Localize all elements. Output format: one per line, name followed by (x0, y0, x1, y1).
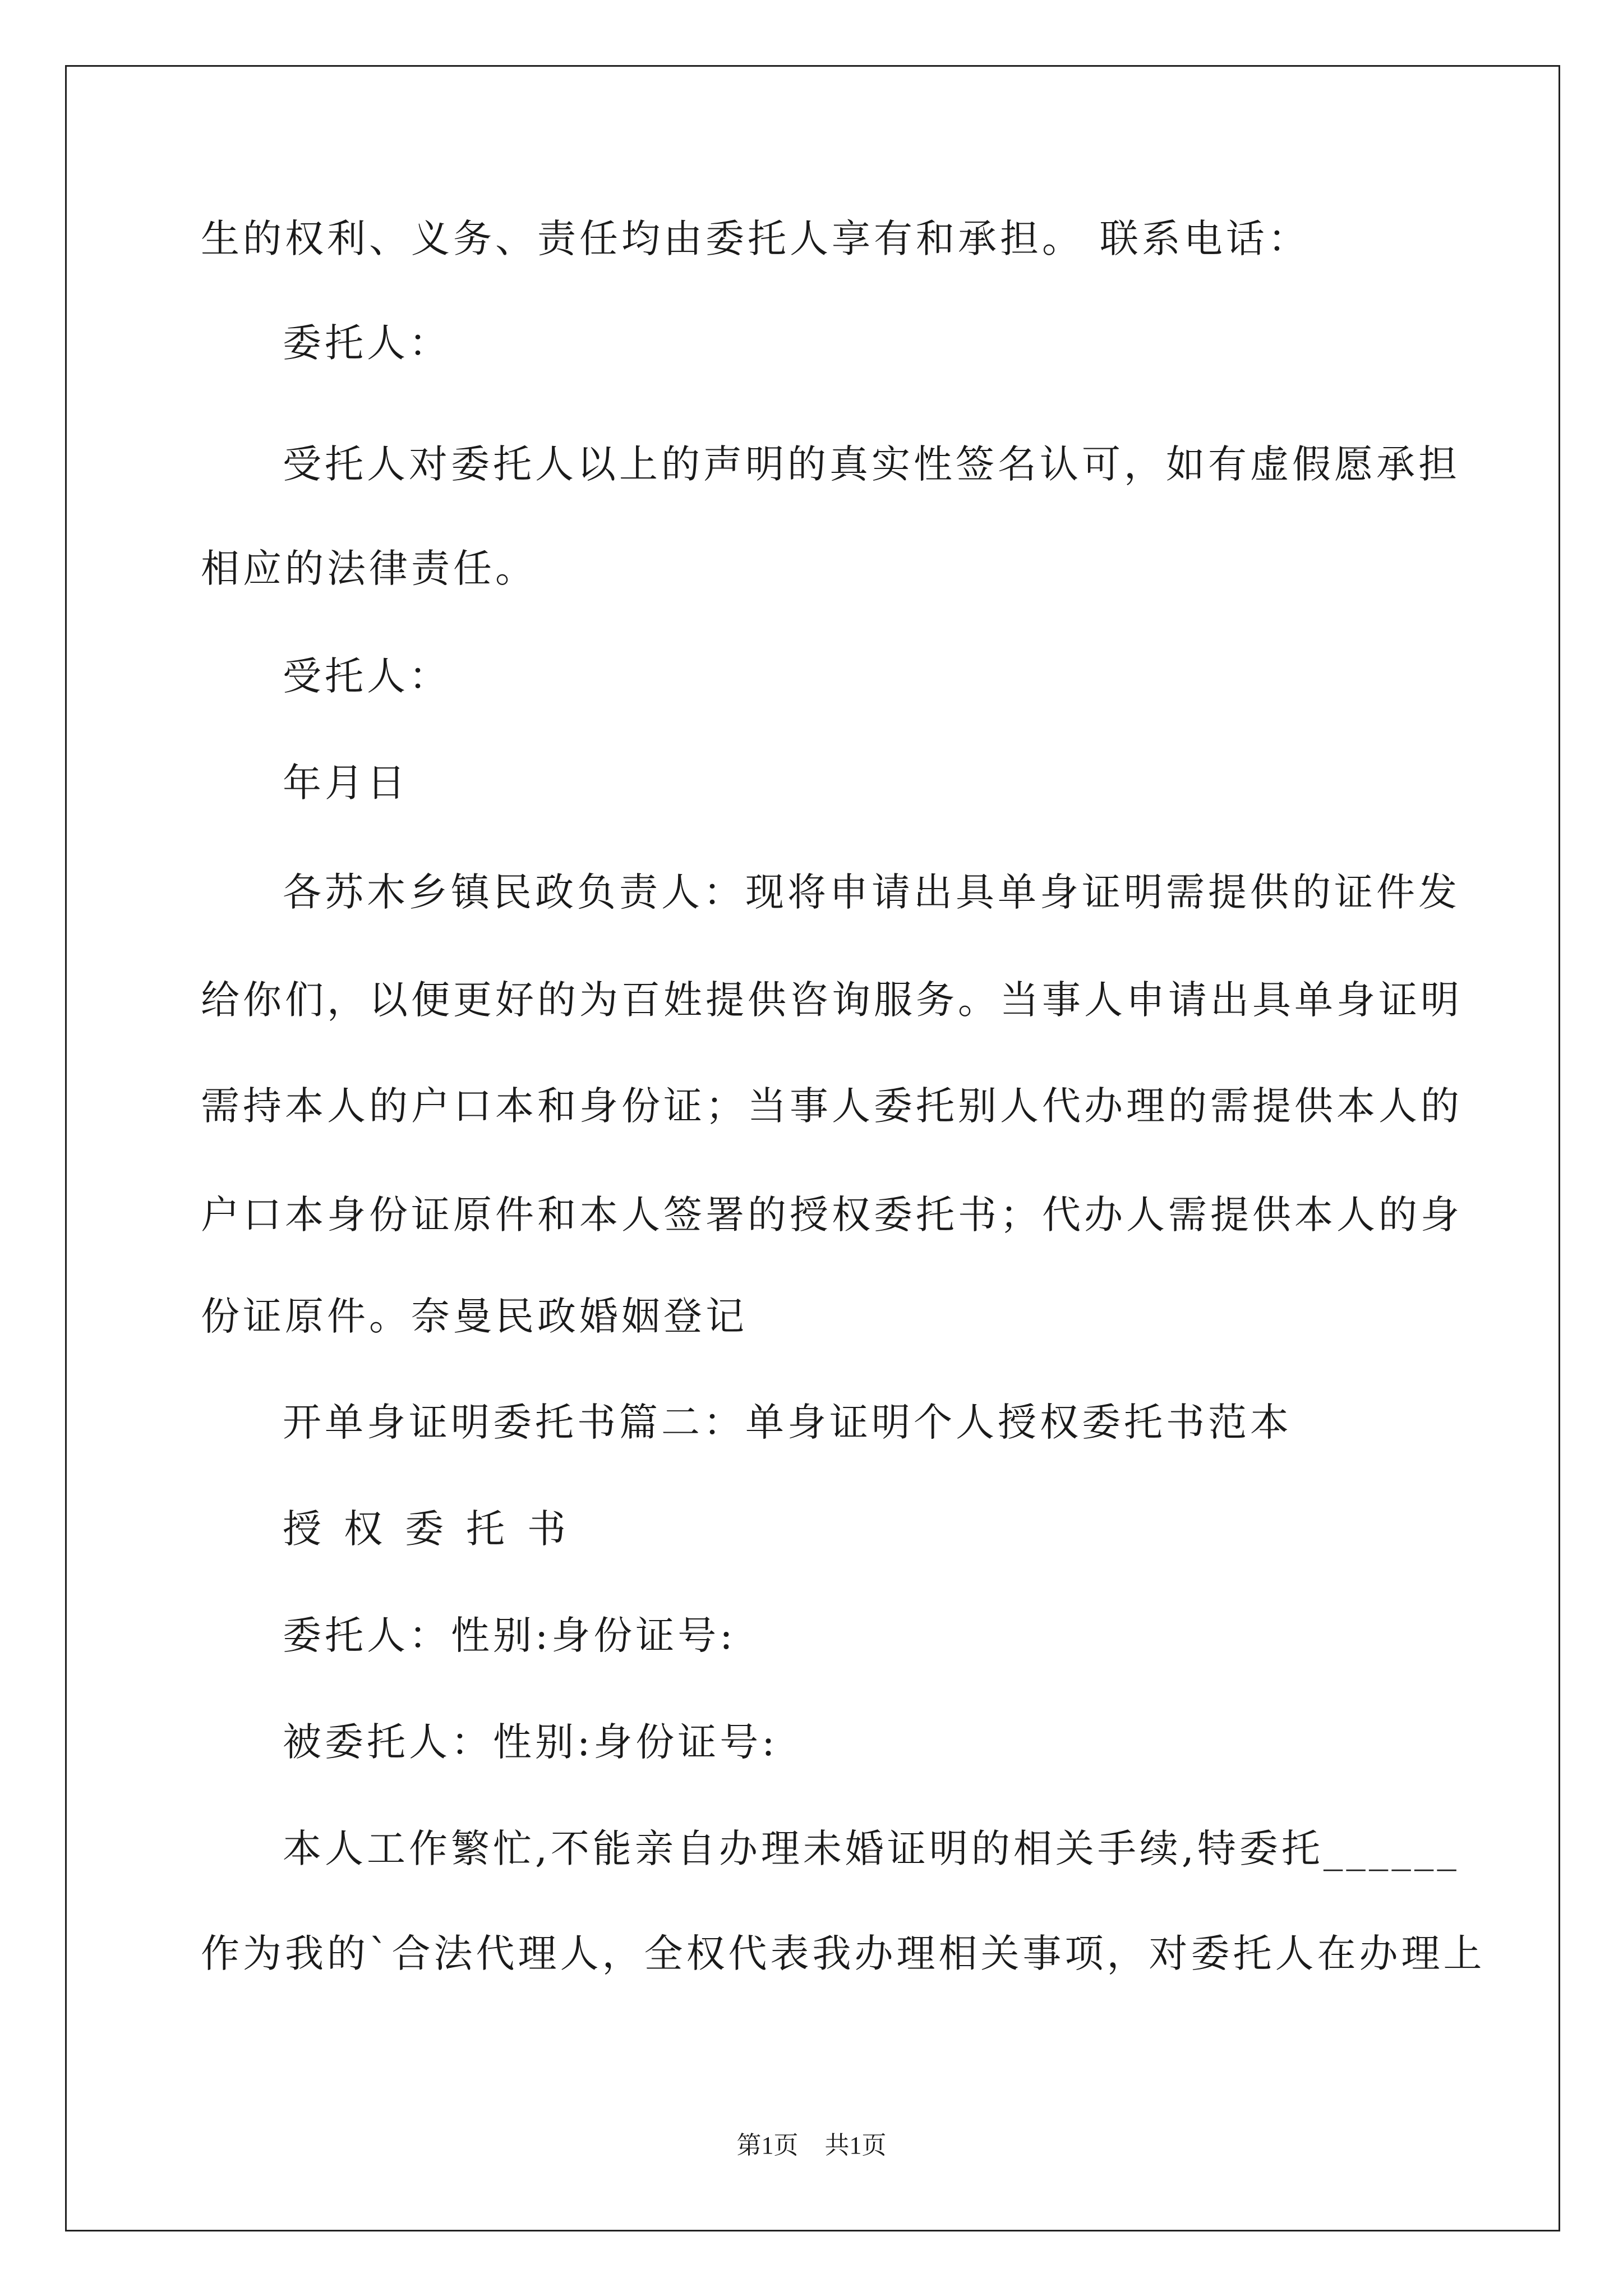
paragraph-line: 作为我的`合法代理人，全权代表我办理相关事项，对委托人在办理上 (201, 1931, 1486, 1976)
paragraph-line: 受托人： (283, 654, 451, 699)
page-number: 第1页 (736, 2132, 799, 2159)
paragraph-line: 委托人： (283, 321, 451, 366)
paragraph-line: 各苏木乡镇民政负责人：现将申请出具单身证明需提供的证件发 (283, 870, 1460, 915)
paragraph-line: 委托人：性别:身份证号: (283, 1613, 736, 1658)
paragraph-line: 户口本身份证原件和本人签署的授权委托书；代办人需提供本人的身 (201, 1193, 1463, 1237)
paragraph-line: 受托人对委托人以上的声明的真实性签名认可，如有虚假愿承担 (283, 442, 1460, 487)
paragraph-line: 需持本人的户口本和身份证；当事人委托别人代办理的需提供本人的 (201, 1084, 1463, 1129)
paragraph-line: 给你们，以便更好的为百姓提供咨询服务。当事人申请出具单身证明 (201, 978, 1463, 1023)
paragraph-line: 生的权利、义务、责任均由委托人享有和承担。 联系电话： (201, 217, 1310, 261)
page-footer (0, 2130, 1623, 2161)
paragraph-line: 年月日 (283, 761, 409, 806)
page-border (65, 65, 1560, 2231)
document-title: 授权委托书 (283, 1507, 588, 1552)
paragraph-line: 本人工作繁忙,不能亲自办理未婚证明的相关手续,特委托______ (283, 1826, 1460, 1871)
paragraph-line: 被委托人：性别:身份证号: (283, 1720, 778, 1765)
page-total: 共1页 (824, 2132, 887, 2159)
paragraph-line: 相应的法律责任。 (201, 546, 537, 591)
section-heading: 开单身证明委托书篇二：单身证明个人授权委托书范本 (283, 1400, 1292, 1445)
paragraph-line: 份证原件。奈曼民政婚姻登记 (201, 1294, 748, 1339)
